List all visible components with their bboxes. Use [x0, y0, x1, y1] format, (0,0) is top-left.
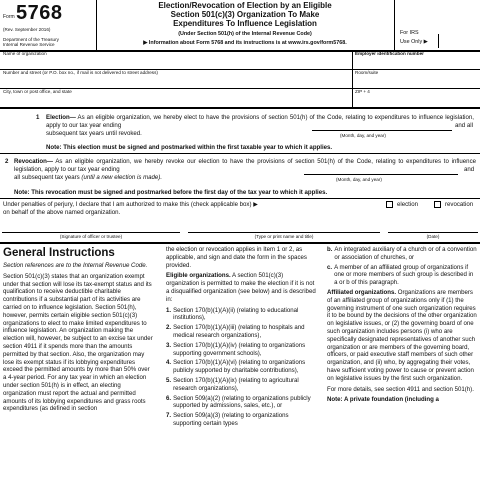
name-title-caption: (Type or print name and title)	[254, 234, 314, 239]
revocation-date-caption: (Month, day, and year)	[336, 177, 382, 182]
org-name-label: Name of organization	[3, 51, 47, 56]
election-checkbox-label: election	[397, 201, 419, 208]
list-item-number: 1.	[166, 306, 172, 314]
list-item-text: Section 170(b)(1)(A)(iii) (relating to hospitals and medical research organizations),	[173, 324, 305, 339]
revocation-body: As an eligible organization, we hereby revoke our election to have the provisions of section 501(h) of the Code, relating to expenditures to influence legislation, apply to our tax year ending	[14, 158, 476, 173]
more-details: For more details, see section 4911 and section 501(h).	[327, 385, 474, 393]
list-item-text: Section 170(b)(1)(A)(vi) (relating to organizations publicly supported by charitable contributions),	[173, 359, 306, 375]
list-item-number: c.	[327, 263, 333, 271]
election-note: Note: This election must be signed and postmarked within the first taxable year to which it applies.	[46, 144, 333, 151]
form-subtitle: (Under Section 501(h) of the Internal Revenue Code)	[178, 31, 312, 37]
ein-label: Employer identification number	[355, 51, 424, 56]
revocation-and: and	[464, 166, 475, 173]
for-irs-label: For IRS	[400, 30, 419, 36]
election-body: As an eligible organization, we hereby elect to have the provisions of section 501(h) of the Code, relating to expenditures to influence legislation, apply to our tax year ending	[46, 114, 474, 129]
title-line-2: Section 501(c)(3) Organization To Make	[170, 10, 320, 20]
list-item-text: A member of an affiliated group of organizations if one or more members of such group is described in a or b of this paragraph.	[334, 263, 474, 287]
revocation-date-field[interactable]	[304, 174, 458, 175]
disqualified-list	[327, 246, 477, 287]
election-heading: Election—	[46, 114, 76, 121]
election-and-all: and all	[455, 122, 473, 129]
list-item-text: An integrated auxiliary of a church or of a convention or association of churches, or	[334, 246, 477, 261]
eligible-organizations	[166, 272, 316, 303]
private-foundation-note: Note: A private foundation (including a	[327, 396, 439, 404]
penalty-statement: Under penalties of perjury, I declare that I am authorized to make this (check applicable box) ▶	[3, 201, 258, 208]
list-item	[166, 395, 316, 411]
item-1-number: 1	[36, 114, 40, 121]
election-subsequent: subsequent tax years until revoked.	[46, 130, 142, 137]
election-checkbox[interactable]	[386, 201, 393, 208]
instructions-column-3	[327, 246, 477, 480]
address-label: Number and street (or P.O. box no., if mail is not delivered to street address)	[3, 70, 158, 75]
list-item	[327, 246, 477, 262]
ein-field[interactable]	[354, 56, 478, 68]
list-item-text: Section 170(b)(1)(A)(iv) (relating to organizations supporting government schools),	[173, 341, 306, 357]
list-item-number: 2.	[166, 324, 172, 332]
department: Department of the Treasury	[3, 37, 59, 42]
affiliated-organizations	[327, 289, 477, 383]
list-item	[166, 307, 316, 323]
room-field[interactable]	[354, 75, 478, 87]
form-label: Form	[3, 14, 15, 20]
section-references: Section references are to the Internal Revenue Code.	[3, 262, 148, 269]
info-line: ▶ Information about Form 5768 and its instructions is at www.irs.gov/form5768.	[143, 40, 347, 46]
behalf-statement: on behalf of the above named organization.	[3, 209, 121, 216]
revocation-checkbox-label: revocation	[445, 201, 474, 208]
title-line-3: Expenditures To Influence Legislation	[173, 19, 317, 29]
instructions-column-2	[166, 246, 316, 480]
eligible-organizations-text: A section 501(c)(3) organization is permitted to make the election if it is not a disqualified organization (see below) and is described in:	[166, 272, 316, 303]
list-item-number: 4.	[166, 359, 172, 367]
revocation-text	[14, 158, 476, 174]
city-label: City, town or post office, and state	[3, 89, 72, 94]
list-item	[166, 377, 316, 393]
irs-service: Internal Revenue Service	[3, 42, 55, 47]
election-date-field[interactable]	[312, 130, 452, 131]
eligible-list	[166, 307, 316, 428]
list-item	[166, 359, 316, 375]
form-number: 5768	[16, 2, 63, 24]
list-item-number: 6.	[166, 394, 172, 402]
list-item-number: b.	[327, 246, 333, 253]
revocation-checkbox[interactable]	[434, 201, 441, 208]
irs-use-box	[438, 34, 478, 48]
revocation-heading: Revocation—	[14, 158, 53, 165]
list-item	[166, 412, 316, 428]
use-only-label: Use Only ▶	[400, 39, 428, 45]
revocation-subsequent-text: all subsequent tax years	[14, 174, 82, 181]
list-item	[327, 264, 477, 287]
col1-paragraph: Section 501(c)(3) states that an organization exempt under that section will lose its tax-exempt status and its qualification to receive deductible charitable contributions if a substantial part of its activities are carried on to influence legislation. Section 501(h), however, permits certain eligible section 501(c)(3) organizations to elect to make limited expenditures to influence legislation. An organization making the election will, however, be subject to an excise tax under section 4911 if it spends more than the amounts permitted by that section. Also, the organization may lose its exempt status if its lobbying expenditures exceed the permitted amounts by more than 50% over a 4-year period. For any tax year in which an election under section 501(h) is in effect, an electing organization must report the actual and permitted amounts of its lobbying expenditures and grass roots expenditures (as defined in section	[3, 272, 153, 413]
revision-date: (Rev. September 2016)	[3, 27, 51, 32]
list-item-text: Section 509(a)(3) (relating to organizations supporting certain types	[173, 412, 289, 427]
org-name-field[interactable]	[2, 56, 350, 68]
zip-field[interactable]	[354, 94, 478, 106]
zip-label: ZIP + 4	[355, 89, 370, 94]
title-line-1: Election/Revocation of Election by an Eligible	[158, 1, 332, 10]
date-caption: (Date)	[426, 234, 440, 239]
room-label: Room/suite	[355, 70, 379, 75]
list-item	[166, 324, 316, 340]
general-instructions-heading: General Instructions	[3, 247, 115, 259]
list-item-number: 3.	[166, 341, 172, 349]
address-field[interactable]	[2, 75, 350, 87]
election-date-caption: (Month, day, and year)	[340, 133, 386, 138]
date-field[interactable]	[388, 232, 478, 233]
revocation-subsequent-note: (until a new election is made).	[81, 174, 163, 181]
list-item-number: 5.	[166, 376, 172, 384]
form-title	[100, 1, 390, 29]
affiliated-organizations-heading: Affiliated organizations.	[327, 288, 397, 296]
signature-caption: (Signature of officer or trustee)	[59, 234, 123, 239]
col2-paragraph: the election or revocation applies in Item 1 or 2, as applicable, and sign and date the form in the spaces provided.	[166, 246, 307, 269]
list-item-number: 7.	[166, 412, 172, 420]
list-item-text: Section 170(b)(1)(A)(ii) (relating to educational institutions),	[173, 306, 299, 322]
list-item	[166, 342, 316, 358]
affiliated-organizations-text: Organizations are members of an affiliated group of organizations only if (1) the governing instrument of one such organization requires it to be bound by the decisions of the other organization on legislative issues, or (2) the governing board of one such organization includes persons (i) who are specifically designated representatives of another such organization or are members of the governing board, officers, or paid executive staff members of such other organization, and (ii) who, by aggregating their votes, have sufficient voting power to cause or prevent action on legislative issues by the first such organization.	[327, 288, 477, 382]
list-item-text: Section 170(b)(1)(A)(ix) (relating to agricultural research organizations),	[173, 376, 299, 392]
revocation-subsequent	[14, 174, 162, 182]
signature-field[interactable]	[2, 232, 180, 233]
instructions-column-1	[3, 247, 153, 480]
revocation-note: Note: This revocation must be signed and postmarked before the first day of the tax year to which it applies.	[14, 189, 328, 196]
list-item-text: Section 509(a)(2) (relating to organizations publicly supported by admissions, sales, etc.), or	[173, 394, 311, 410]
name-title-field[interactable]	[188, 232, 380, 233]
eligible-organizations-heading: Eligible organizations.	[166, 272, 231, 280]
election-text	[46, 114, 474, 130]
item-2-number: 2	[5, 158, 9, 165]
city-field[interactable]	[2, 94, 350, 106]
